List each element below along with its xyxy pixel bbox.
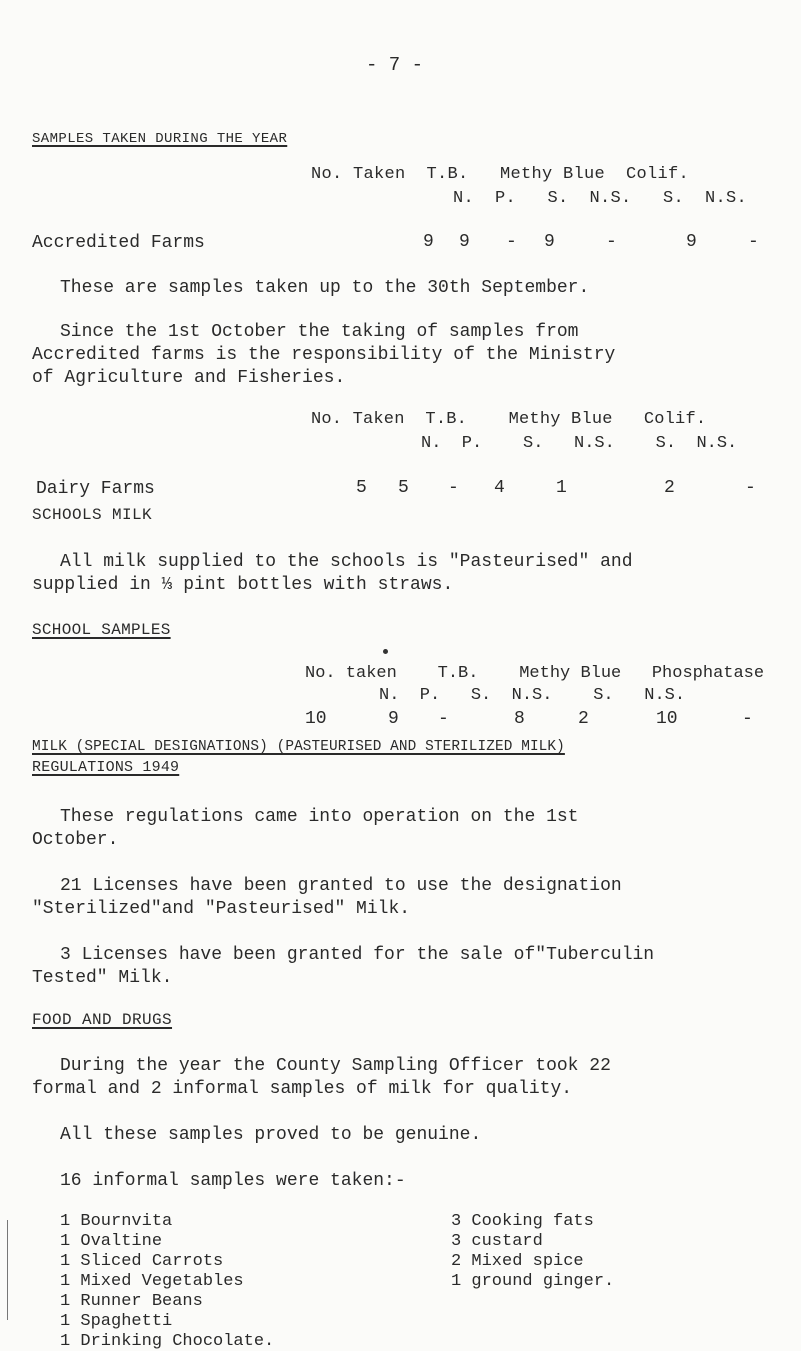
accredited-value: - xyxy=(606,232,617,252)
paragraph-line: October. xyxy=(32,830,119,850)
paragraph-line: These regulations came into operation on the 1st xyxy=(60,807,579,827)
list-item: 1 Ovaltine xyxy=(60,1232,163,1251)
paragraph-line: Tested" Milk. xyxy=(32,968,173,988)
dairy-header-row1: No. Taken T.B. Methy Blue Colif. xyxy=(311,410,707,429)
school-samples-header-row1: No. taken T.B. Methy Blue Phosphatase xyxy=(305,664,765,683)
paragraph-line: Accredited farms is the responsibility of the Ministry xyxy=(32,345,616,365)
accredited-value: 9 xyxy=(544,232,555,252)
dairy-value: 5 xyxy=(356,478,367,498)
accredited-value: 9 xyxy=(423,232,434,252)
paragraph-line: 21 Licenses have been granted to use the designation xyxy=(60,876,622,896)
accredited-value: - xyxy=(748,232,759,252)
paragraph-line: of Agriculture and Fisheries. xyxy=(32,368,346,388)
accredited-note: These are samples taken up to the 30th September. xyxy=(60,278,590,298)
school-samples-value: 8 xyxy=(514,709,525,729)
paragraph-line: supplied in ⅓ pint bottles with straws. xyxy=(32,575,454,595)
accredited-value: 9 xyxy=(686,232,697,252)
list-item: 3 custard xyxy=(451,1232,543,1251)
genuine-paragraph: All these samples proved to be genuine. xyxy=(60,1125,482,1145)
school-samples-value: - xyxy=(438,709,449,729)
dairy-header-row2: N. P. S. N.S. S. N.S. xyxy=(421,434,738,453)
school-samples-value: 2 xyxy=(578,709,589,729)
list-item: 1 ground ginger. xyxy=(451,1272,615,1291)
list-item: 1 Spaghetti xyxy=(60,1312,173,1331)
school-samples-header-row2: N. P. S. N.S. S. N.S. xyxy=(379,686,686,705)
school-samples-value: - xyxy=(742,709,753,729)
dairy-value: 2 xyxy=(664,478,675,498)
page-number: - 7 - xyxy=(366,54,424,76)
schools-milk-heading: SCHOOLS MILK xyxy=(32,506,153,524)
school-samples-heading: SCHOOL SAMPLES xyxy=(32,621,171,639)
list-item: 1 Runner Beans xyxy=(60,1292,203,1311)
accredited-label: Accredited Farms xyxy=(32,233,205,253)
informal-samples-intro: 16 informal samples were taken:- xyxy=(60,1171,406,1191)
samples-heading: SAMPLES TAKEN DURING THE YEAR xyxy=(32,131,288,147)
regulations-heading-line: REGULATIONS 1949 xyxy=(32,759,180,776)
school-samples-value: 10 xyxy=(305,709,327,729)
list-item: 1 Bournvita xyxy=(60,1212,173,1231)
dairy-label: Dairy Farms xyxy=(36,479,155,499)
school-samples-value: 9 xyxy=(388,709,399,729)
dairy-value: - xyxy=(448,478,459,498)
accredited-value: - xyxy=(506,232,517,252)
list-item: 2 Mixed spice xyxy=(451,1252,584,1271)
accredited-header-row2: N. P. S. N.S. S. N.S. xyxy=(453,189,748,208)
paragraph-line: formal and 2 informal samples of milk for quality. xyxy=(32,1079,573,1099)
list-item: 1 Mixed Vegetables xyxy=(60,1272,244,1291)
dairy-value: 5 xyxy=(398,478,409,498)
list-item: 1 Drinking Chocolate. xyxy=(60,1332,275,1351)
paragraph-line: Since the 1st October the taking of samples from xyxy=(60,322,579,342)
dairy-value: 1 xyxy=(556,478,567,498)
list-item: 1 Sliced Carrots xyxy=(60,1252,224,1271)
accredited-header-row1: No. Taken T.B. Methy Blue Colif. xyxy=(311,165,690,184)
margin-line xyxy=(7,1220,8,1320)
paragraph-line: During the year the County Sampling Officer took 22 xyxy=(60,1056,611,1076)
list-item: 3 Cooking fats xyxy=(451,1212,594,1231)
stray-dot xyxy=(383,649,388,654)
food-drugs-heading: FOOD AND DRUGS xyxy=(32,1011,173,1029)
paragraph-line: All milk supplied to the schools is "Pasteurised" and xyxy=(60,552,633,572)
dairy-value: - xyxy=(745,478,756,498)
accredited-value: 9 xyxy=(459,232,470,252)
paragraph-line: "Sterilized"and "Pasteurised" Milk. xyxy=(32,899,411,919)
paragraph-line: 3 Licenses have been granted for the sale of"Tuberculin xyxy=(60,945,655,965)
school-samples-value: 10 xyxy=(656,709,678,729)
dairy-value: 4 xyxy=(494,478,505,498)
regulations-heading-line: MILK (SPECIAL DESIGNATIONS) (PASTEURISED AND STERILIZED MILK) xyxy=(32,739,565,755)
